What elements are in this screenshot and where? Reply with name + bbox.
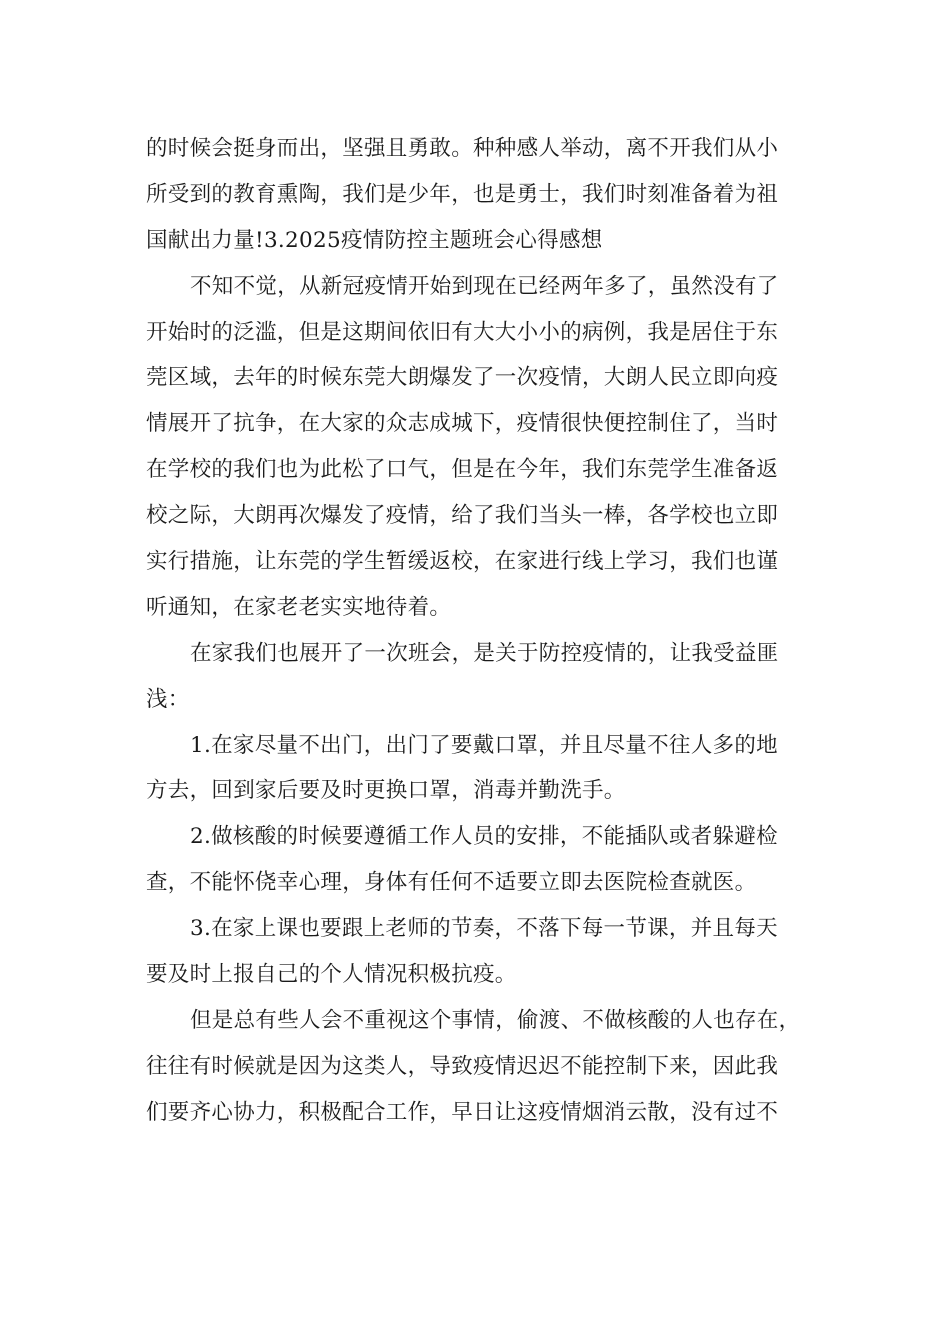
- text-line: 在家我们也展开了一次班会，是关于防控疫情的，让我受益匪: [190, 640, 779, 666]
- text-line: 开始时的泛滥，但是这期间依旧有大大小小的病例，我是居住于东: [146, 319, 779, 345]
- text-line: 查，不能怀侥幸心理，身体有任何不适要立即去医院检查就医。: [146, 870, 757, 896]
- text-line: 3.在家上课也要跟上老师的节奏，不落下每一节课，并且每天: [190, 916, 778, 942]
- text-line: 1.在家尽量不出门，出门了要戴口罩，并且尽量不往人多的地: [190, 732, 778, 758]
- text-line: 实行措施，让东莞的学生暂缓返校，在家进行线上学习，我们也谨: [146, 549, 779, 575]
- text-line: 要及时上报自己的个人情况积极抗疫。: [146, 962, 517, 988]
- text-line: 2.做核酸的时候要遵循工作人员的安排，不能插队或者躲避检: [190, 824, 778, 850]
- text-line: 们要齐心协力，积极配合工作，早日让这疫情烟消云散，没有过不: [146, 1099, 779, 1125]
- text-line: 校之际，大朗再次爆发了疫情，给了我们当头一棒，各学校也立即: [146, 503, 779, 529]
- text-line: 听通知，在家老老实实地待着。: [146, 594, 452, 620]
- text-line: 莞区域，去年的时候东莞大朗爆发了一次疫情，大朗人民立即向疫: [146, 365, 779, 391]
- text-line: 但是总有些人会不重视这个事情，偷渡、不做核酸的人也存在，: [190, 1007, 801, 1033]
- text-line: 方去，回到家后要及时更换口罩，消毒并勤洗手。: [146, 778, 626, 804]
- text-line: 的时候会挺身而出，坚强且勇敢。种种感人举动，离不开我们从小: [146, 136, 779, 161]
- text-line: 所受到的教育熏陶，我们是少年，也是勇士，我们时刻准备着为祖: [146, 181, 779, 207]
- text-line: 国献出力量!3.2025疫情防控主题班会心得感想: [146, 227, 603, 253]
- text-line: 往往有时候就是因为这类人，导致疫情迟迟不能控制下来，因此我: [146, 1053, 779, 1079]
- text-line: 在学校的我们也为此松了口气，但是在今年，我们东莞学生准备返: [146, 457, 779, 483]
- text-line: 情展开了抗争，在大家的众志成城下，疫情很快便控制住了，当时: [146, 411, 779, 437]
- body-text: [146, 126, 826, 1136]
- text-line: 不知不觉，从新冠疫情开始到现在已经两年多了，虽然没有了: [190, 273, 779, 299]
- text-line: 浅：: [146, 686, 190, 712]
